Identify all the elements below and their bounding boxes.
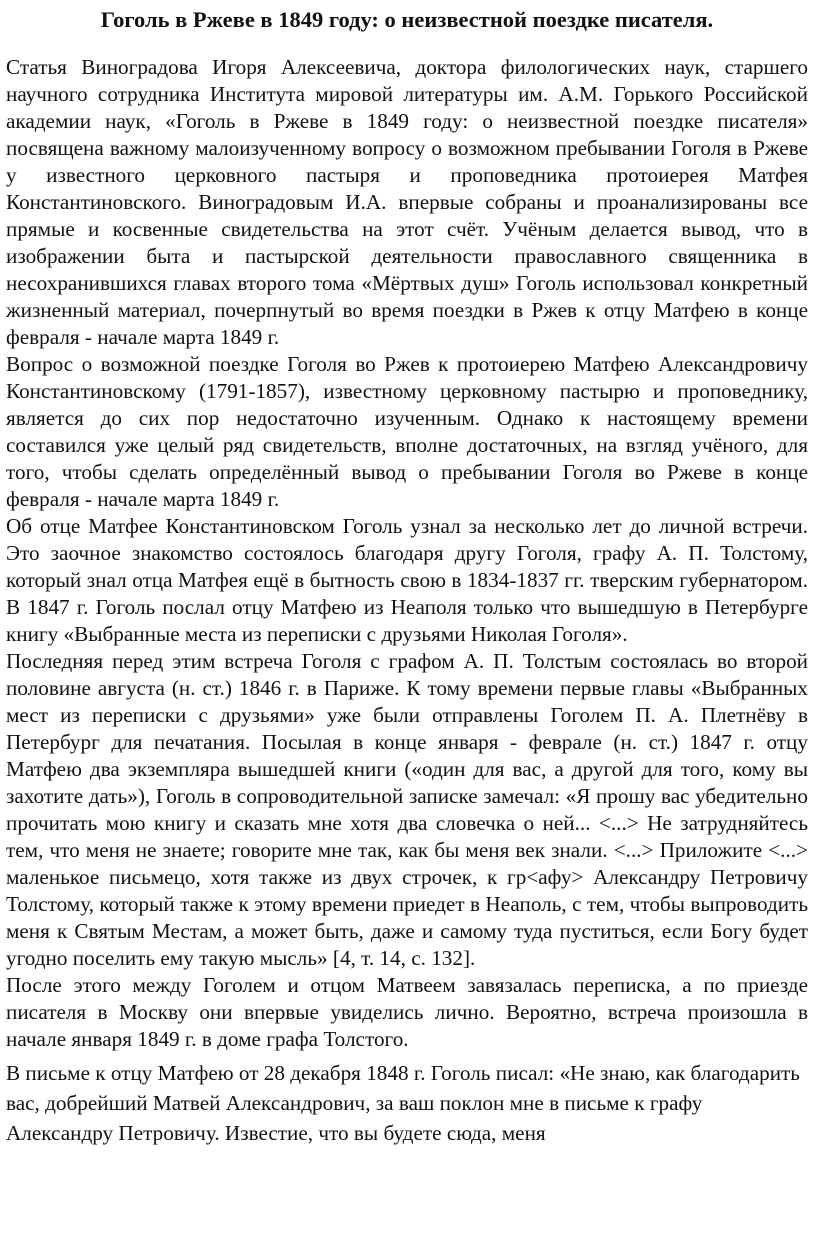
paragraph-question: Вопрос о возможной поездке Гоголя во Ржев к протоиерею Матфею Александровичу Константиновскому (1791-1857), известному церковному пастырю и проповеднику, является до сих пор недостаточно изученным. Однако к настоящему времени составился уже целый ряд свидетельств, вполне достаточных, на взгляд учёного, для того, чтобы сделать определённый вывод о пребывании Гоголя во Ржеве в конце февраля - начале марта 1849 г. [6,352,808,511]
paragraph-abstract: Статья Виноградова Игоря Алексеевича, доктора филологических наук, старшего научного сотрудника Института мировой литературы им. А.М. Горького Российской академии наук, «Гоголь в Ржеве в 1849 году: о неизвестной поездке писателя» посвящена важному малоизученному вопросу о возможном пребывании Гоголя в Ржеве у известного церковного пастыря и проповедника протоиерея Матфея Константиновского. Виноградовым И.А. впервые собраны и проанализированы все прямые и косвенные свидетельства на этот счёт. Учёным делается вывод, что в изображении быта и пастырской деятельности православного священника в несохранившихся главах второго тома «Мёртвых душ» Гоголь использовал конкретный жизненный материал, почерпнутый во время поездки в Ржев к отцу Матфею в конце февраля - начале марта 1849 г. [6,55,808,349]
document-title: Гоголь в Ржеве в 1849 году: о неизвестной поездке писателя. [100,7,714,32]
paragraph-last-meeting: Последняя перед этим встреча Гоголя с графом А. П. Толстым состоялась во второй половине августа (н. ст.) 1846 г. в Париже. К тому времени первые главы «Выбранных мест из переписки с друзьями» уже были отправлены Гоголем П. А. Плетнёву в Петербург для печатания. Посылая в конце января - феврале (н. ст.) 1847 г. отцу Матфею два экземпляра вышедшей книги («один для вас, а другой для того, кому вы захотите дать»), Гоголь в сопроводительной записке замечал: «Я прошу вас убедительно прочитать мою книгу и сказать мне хотя два словечка о ней... <...> Не затрудняйтесь тем, что меня не знаете; говорите мне так, как бы меня век знали. <...> Приложите <...> маленькое письмецо, хотя также из двух строчек, к гр<афу> Александру Петровичу Толстому, который также к этому времени приедет в Неаполь, с тем, чтобы выпроводить меня к Святым Местам, а может быть, даже и самому туда пуститься, если Богу будет угодно поселить ему такую мысль» [4, т. 14, с. 132]. [6,649,808,970]
paragraph-acquaintance: Об отце Матфее Константиновском Гоголь узнал за несколько лет до личной встречи. Это заочное знакомство состоялось благодаря другу Гоголя, графу А. П. Толстому, который знал отца Матфея ещё в бытность свою в 1834-1837 гг. тверским губернатором. В 1847 г. Гоголь послал отцу Матфею из Неаполя только что вышедшую в Петербурге книгу «Выбранные места из переписки с друзьями Николая Гоголя». [6,514,808,646]
paragraph-correspondence: После этого между Гоголем и отцом Матвеем завязалась переписка, а по приезде писателя в Москву они впервые увиделись лично. Вероятно, встреча произошла в начале января 1849 г. в доме графа Толстого. [6,973,808,1051]
paragraph-letter: В письме к отцу Матфею от 28 декабря 1848 г. Гоголь писал: «Не знаю, как благодарить вас, добрейший Матвей Александрович, за ваш поклон мне в письме к графу Александру Петровичу. Известие, что вы будете сюда, меня [6,1061,800,1145]
